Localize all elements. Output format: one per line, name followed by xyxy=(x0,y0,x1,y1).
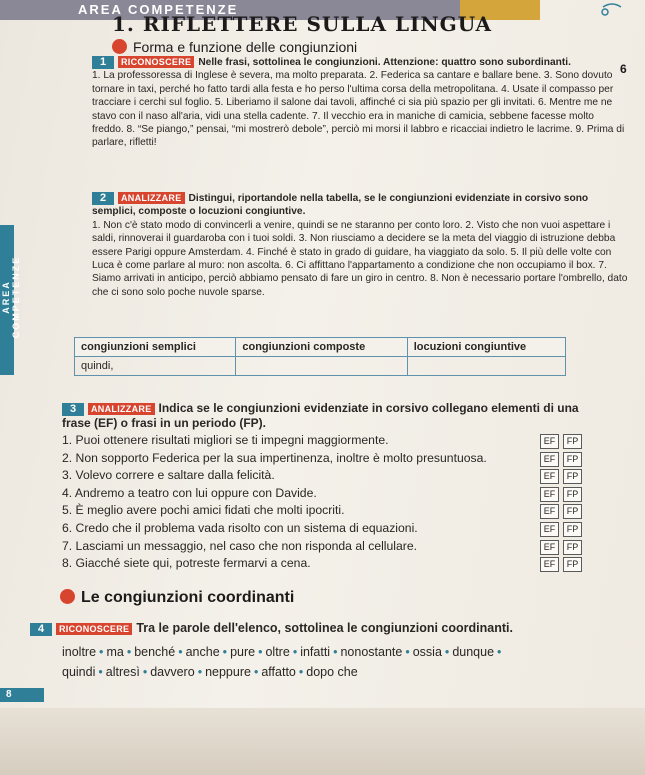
separator-dot: • xyxy=(444,645,450,659)
exercise-tag: ANALIZZARE xyxy=(118,192,185,204)
word-item[interactable]: dopo che xyxy=(306,665,358,679)
word-item[interactable]: nonostante xyxy=(340,645,403,659)
exercise-3 xyxy=(62,401,607,431)
item-text: 6. Credo che il problema vada risolto con un sistema di equazioni. xyxy=(62,520,418,535)
word-item[interactable]: inoltre xyxy=(62,645,97,659)
list-item xyxy=(62,485,582,503)
separator-dot: • xyxy=(142,665,148,679)
bullet-icon xyxy=(112,39,127,54)
exercise-instruction: Tra le parole dell'elenco, sottolinea le congiunzioni coordinanti. xyxy=(136,621,513,635)
separator-dot: • xyxy=(222,645,228,659)
subtitle-text: Forma e funzione delle congiunzioni xyxy=(133,39,358,55)
word-item[interactable]: ossia xyxy=(412,645,442,659)
table-cell[interactable] xyxy=(407,357,565,376)
list-item xyxy=(62,467,582,485)
separator-dot: • xyxy=(497,645,502,659)
word-item[interactable]: benché xyxy=(134,645,176,659)
exercise-number: 1 xyxy=(92,56,114,69)
word-item[interactable]: dunque xyxy=(452,645,495,659)
ef-checkbox[interactable]: EF xyxy=(540,522,559,537)
exercise-tag: ANALIZZARE xyxy=(88,403,155,415)
exercise-tag: RICONOSCERE xyxy=(56,623,132,635)
exercise-body: 1. Non c'è stato modo di convincerli a venire, quindi se ne staranno per conto loro. 2. Visto che non vuoi aspettare i saldi, rinnoverai il guardaroba con i tuoi soldi. 3. Non riusciamo a decidere se la meta del viaggio di istruzione debba essere Parigi oppure Amsterdam. 4. Finché è stato in grado di guidare, ha viaggiato da solo. 5. Il più delle volte con Luca è come parlare al muro: non ascolta. 6. Ci affittano l'appartamento a condizione che non occupiamo il box. 7. Siamo arrivati in anticipo, perciò abbiamo pensato di fare un giro in centro. 8. Non è necessario portare l'ombrello, dato che ci sono solo poche nuvole sparse. xyxy=(92,219,628,298)
item-text: 2. Non sopporto Federica per la sua impertinenza, inoltre è molto presuntuosa. xyxy=(62,450,487,465)
separator-dot: • xyxy=(126,645,132,659)
item-text: 7. Lasciami un messaggio, nel caso che non risponda al cellulare. xyxy=(62,538,417,553)
separator-dot: • xyxy=(258,645,263,659)
ef-checkbox[interactable]: EF xyxy=(540,557,559,572)
item-text: 1. Puoi ottenere risultati migliori se ti impegni maggiormente. xyxy=(62,433,389,447)
exercise-number: 4 xyxy=(30,623,52,636)
classification-table xyxy=(74,337,566,376)
table-header-row xyxy=(75,338,566,357)
separator-dot: • xyxy=(298,665,304,679)
separator-dot: • xyxy=(333,645,338,659)
section-header-bar: AREA COMPETENZE xyxy=(0,0,460,20)
separator-dot: • xyxy=(253,665,259,679)
word-item[interactable]: anche xyxy=(185,645,220,659)
word-item[interactable]: altresì xyxy=(105,665,140,679)
corner-decoration-icon xyxy=(601,2,623,16)
list-item xyxy=(62,502,582,520)
separator-dot: • xyxy=(178,645,183,659)
list-item xyxy=(62,432,582,450)
exercise-tag: RICONOSCERE xyxy=(118,56,194,68)
fp-checkbox[interactable]: FP xyxy=(563,487,582,502)
ef-checkbox[interactable]: EF xyxy=(540,434,559,449)
separator-dot: • xyxy=(197,665,203,679)
word-item[interactable]: affatto xyxy=(261,665,296,679)
ef-checkbox[interactable]: EF xyxy=(540,504,559,519)
side-label: AREA COMPETENZE xyxy=(1,255,21,339)
ef-checkbox[interactable]: EF xyxy=(540,452,559,467)
fp-checkbox[interactable]: FP xyxy=(563,522,582,537)
fp-checkbox[interactable]: FP xyxy=(563,540,582,555)
item-text: 5. È meglio avere pochi amici fidati che molti ipocriti. xyxy=(62,503,345,518)
list-item xyxy=(62,555,582,573)
exercise-number: 3 xyxy=(62,403,84,416)
page-number: 8 xyxy=(0,688,44,702)
page-bottom xyxy=(0,708,645,775)
exercise-instruction: Distingui, riportandole nella tabella, se le congiunzioni evidenziate in corsivo sono semplici, composte o locuzioni congiuntive. xyxy=(92,193,589,218)
word-item[interactable]: pure xyxy=(230,645,256,659)
item-text: 3. Volevo correre e saltare dalla felicità. xyxy=(62,468,275,483)
word-item[interactable]: davvero xyxy=(150,665,195,679)
exercise-body: 1. La professoressa di Inglese è severa, ma molto preparata. 2. Federica sa cantare e ballare bene. 3. Sono dovuto tornare in taxi, perché ho fatto tardi alla festa e ho perso l'ultima corsa della metropolitana. 4. Usate il compasso per tracciare i cerchi sul foglio. 5. Liberiamo il salone dai tavoli, affinché ci sia più spazio per gli invitati. 6. Mentre me ne stavo con il naso all'aria, vidi una stella cadente. 7. Il vecchio era in maniche di camicia, sebbene facesse molto freddo. 8. “Se piango,” pensai, “mi mostrerò debole”, perciò mi morsi il labbro e ricacciai indietro le lacrime. 9. Prima di parlare, rifletti! xyxy=(92,70,625,149)
fp-checkbox[interactable]: FP xyxy=(563,557,582,572)
word-item[interactable]: ma xyxy=(106,645,124,659)
table-cell[interactable] xyxy=(236,357,407,376)
word-list xyxy=(62,642,622,682)
item-text: 4. Andremo a teatro con lui oppure con Davide. xyxy=(62,485,317,500)
separator-dot: • xyxy=(405,645,410,659)
exercise-4 xyxy=(30,619,630,637)
table-cell[interactable]: quindi, xyxy=(75,357,236,376)
ef-checkbox[interactable]: EF xyxy=(540,487,559,502)
bullet-icon xyxy=(60,589,75,604)
separator-dot: • xyxy=(98,665,103,679)
exercise-1 xyxy=(92,56,628,150)
list-item xyxy=(62,520,582,538)
ef-checkbox[interactable]: EF xyxy=(540,469,559,484)
word-item[interactable]: neppure xyxy=(205,665,251,679)
section-subtitle xyxy=(112,39,357,55)
fp-checkbox[interactable]: FP xyxy=(563,504,582,519)
word-item[interactable]: quindi xyxy=(62,665,96,679)
table-row xyxy=(75,357,566,376)
separator-dot: • xyxy=(99,645,104,659)
list-item xyxy=(62,538,582,556)
table-header: congiunzioni semplici xyxy=(75,338,236,357)
exercise-instruction: Indica se le congiunzioni evidenziate in corsivo collegano elementi di una frase (EF) o frasi in un periodo (FP). xyxy=(62,401,579,430)
page-title: 1. RIFLETTERE SULLA LINGUA xyxy=(112,12,493,36)
item-text: 8. Giacché siete qui, potreste fermarvi a cena. xyxy=(62,556,311,571)
fp-checkbox[interactable]: FP xyxy=(563,469,582,484)
table-header: congiunzioni composte xyxy=(236,338,407,357)
side-exercise-number: 6 xyxy=(620,62,627,76)
ef-fp-list xyxy=(62,432,582,573)
exercise-2 xyxy=(92,192,628,299)
exercise-instruction: Nelle frasi, sottolinea le congiunzioni. Attenzione: quattro sono subordinanti. xyxy=(198,57,571,68)
exercise-number: 2 xyxy=(92,192,114,205)
fp-checkbox[interactable]: FP xyxy=(563,434,582,449)
fp-checkbox[interactable]: FP xyxy=(563,452,582,467)
separator-dot: • xyxy=(292,645,298,659)
list-item xyxy=(62,450,582,468)
table-header: locuzioni congiuntive xyxy=(407,338,565,357)
ef-checkbox[interactable]: EF xyxy=(540,540,559,555)
section-heading-text: Le congiunzioni coordinanti xyxy=(81,589,295,606)
section-heading xyxy=(60,589,294,607)
word-item[interactable]: oltre xyxy=(265,645,290,659)
word-item[interactable]: infatti xyxy=(300,645,331,659)
